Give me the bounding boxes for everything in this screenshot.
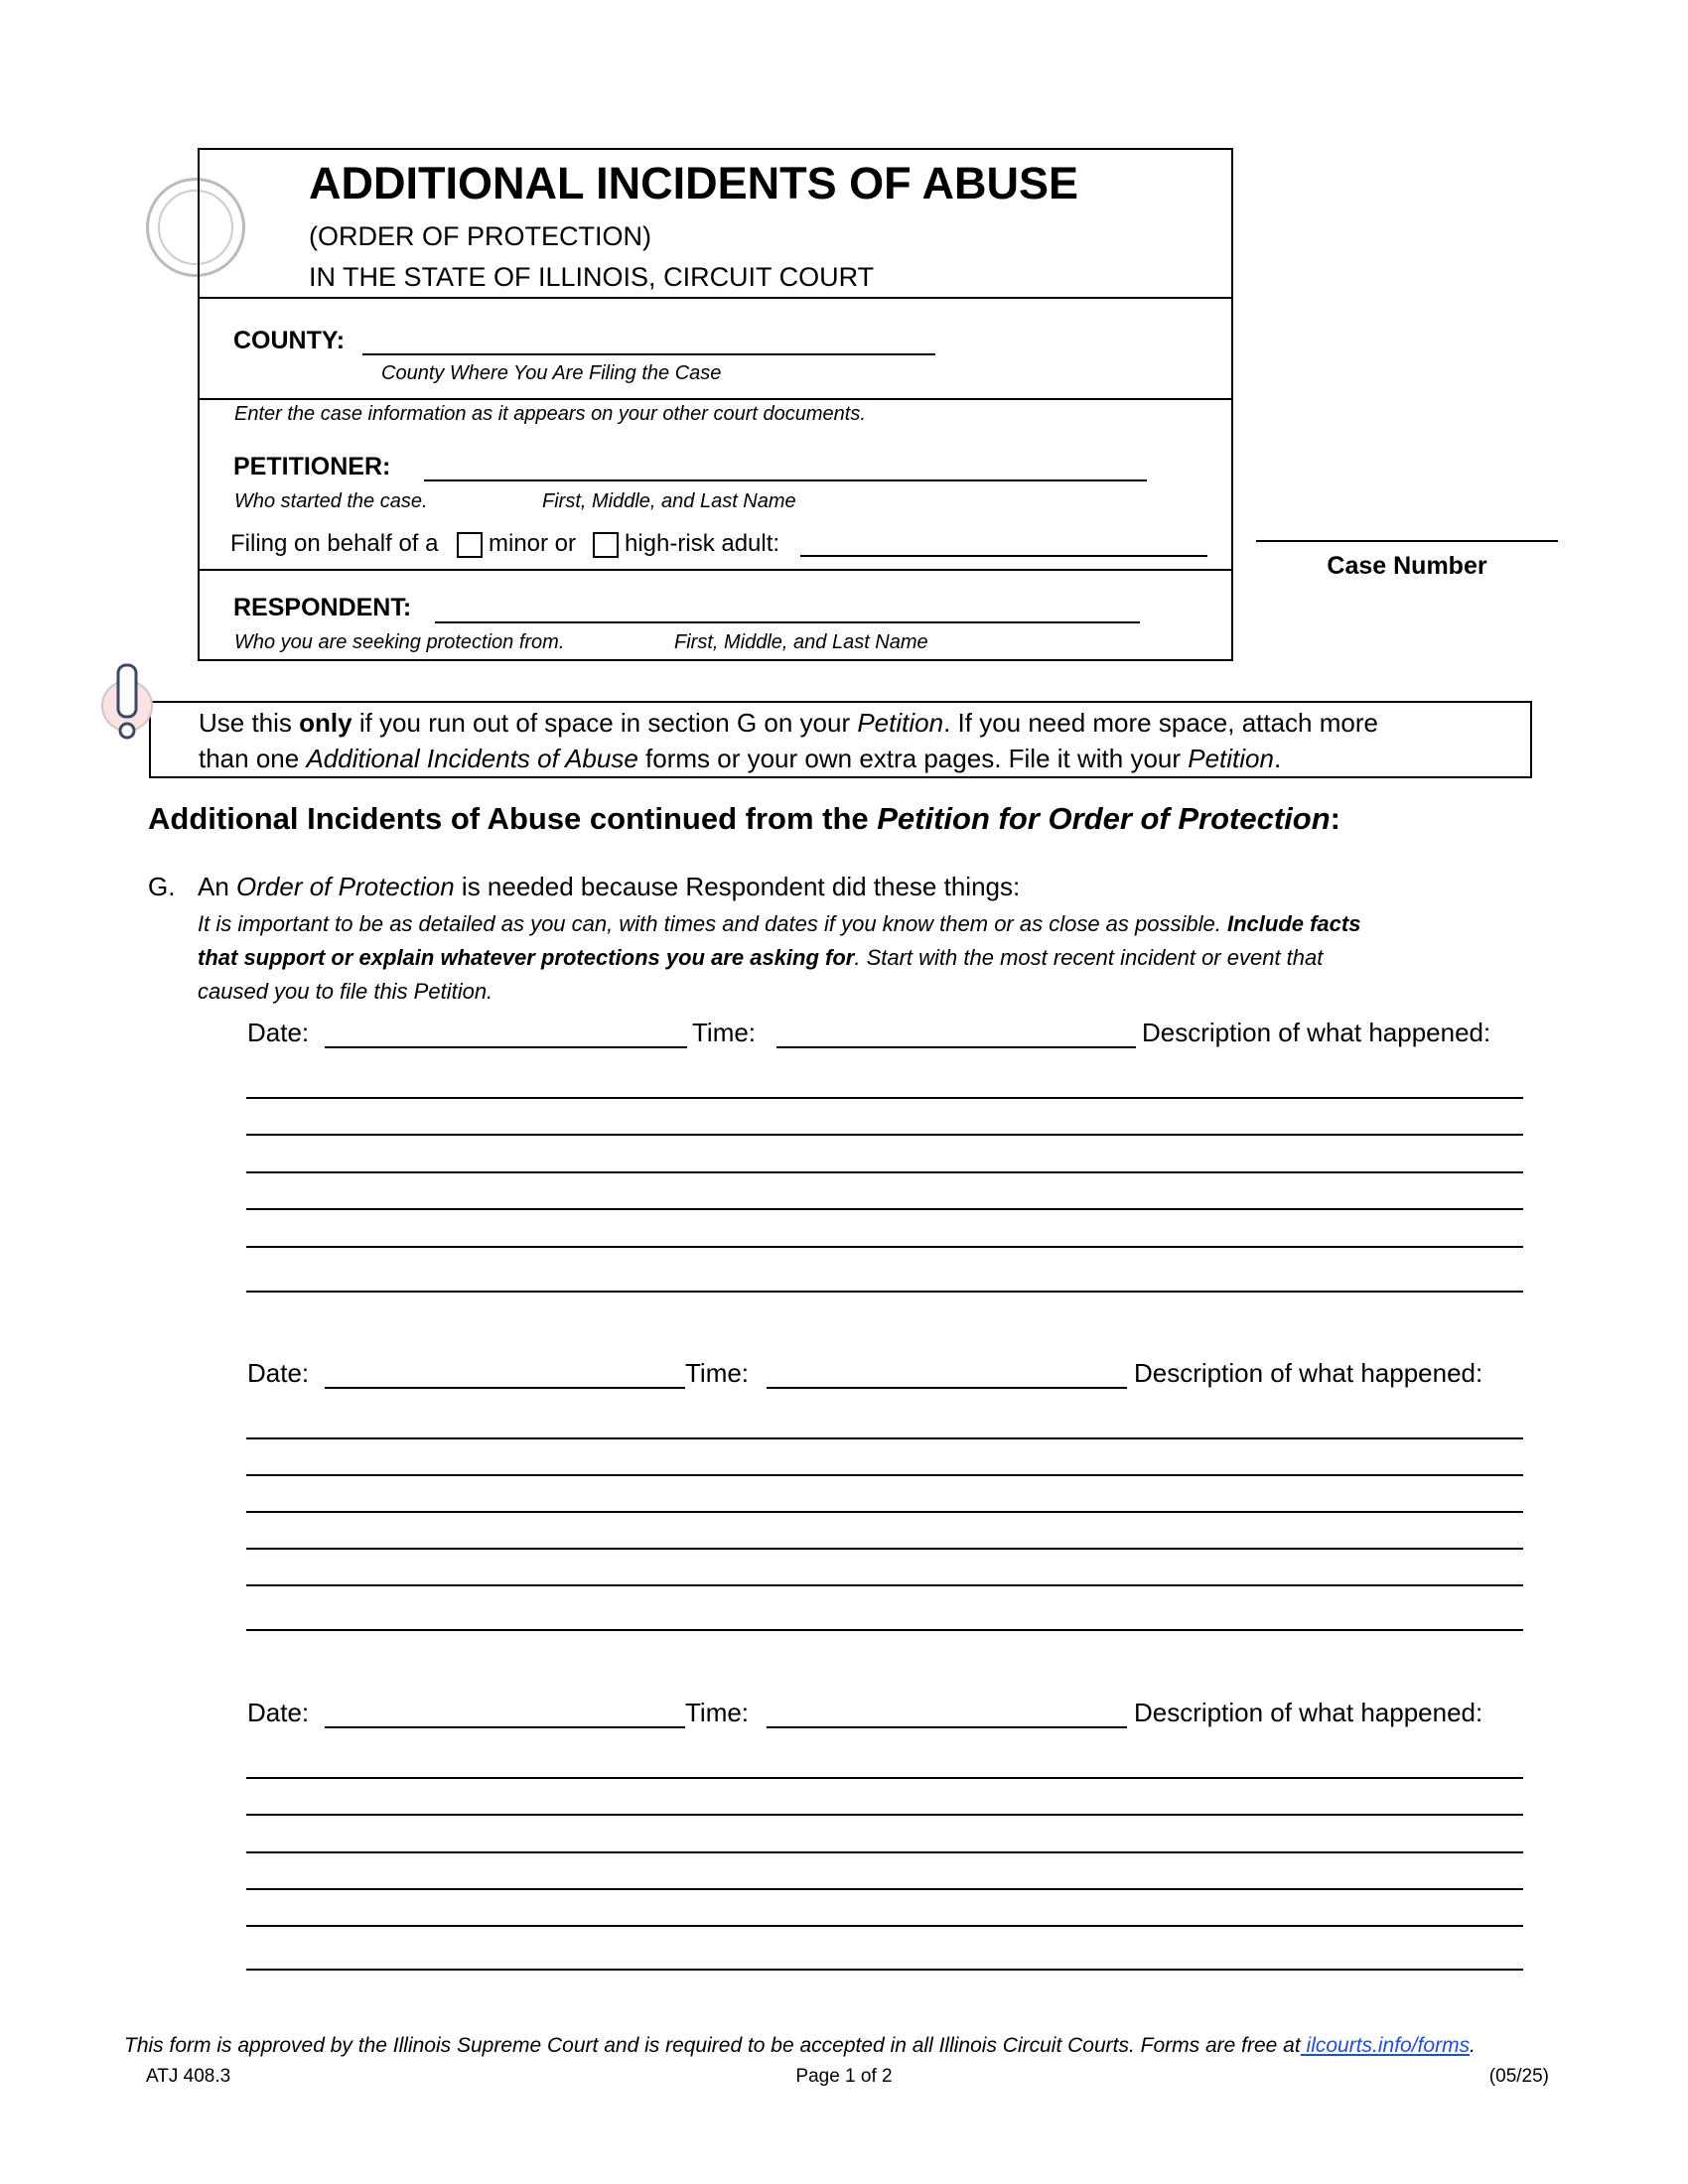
minor-checkbox[interactable] xyxy=(457,532,483,558)
incident-3-time-label: Time: xyxy=(685,1698,750,1727)
incident-3-description-line[interactable] xyxy=(246,1814,1523,1816)
incident-3-date-label: Date: xyxy=(247,1698,310,1727)
petitioner-caption-name: First, Middle, and Last Name xyxy=(542,490,796,512)
minor-label: minor or xyxy=(489,530,577,557)
incident-1-time-field[interactable] xyxy=(776,1046,1136,1048)
section-letter: G. xyxy=(148,872,176,901)
incident-1-date-field[interactable] xyxy=(325,1046,687,1048)
high-risk-adult-checkbox[interactable] xyxy=(593,532,619,558)
case-number-field[interactable] xyxy=(1256,540,1558,542)
incident-3-date-field[interactable] xyxy=(325,1726,685,1728)
county-label: COUNTY: xyxy=(233,327,346,354)
incident-2-date-label: Date: xyxy=(247,1358,310,1388)
incident-2-description-line[interactable] xyxy=(246,1474,1523,1476)
incident-1-description-line[interactable] xyxy=(246,1291,1523,1293)
case-info-note: Enter the case information as it appears on your other court documents. xyxy=(234,403,866,425)
section-g-statement: An Order of Protection is needed because Respondent did these things: xyxy=(198,872,1021,901)
incident-1-description-label: Description of what happened: xyxy=(1142,1018,1491,1047)
incident-1-description-line[interactable] xyxy=(246,1097,1523,1099)
petitioner-caption-who: Who started the case. xyxy=(234,490,428,512)
behalf-label: Filing on behalf of a xyxy=(230,530,439,557)
high-risk-adult-label: high-risk adult: xyxy=(625,530,780,557)
county-caption: County Where You Are Filing the Case xyxy=(381,362,722,384)
high-risk-adult-name-field[interactable] xyxy=(800,555,1207,557)
incident-1-time-label: Time: xyxy=(692,1018,757,1047)
incident-2-description-line[interactable] xyxy=(246,1548,1523,1550)
incident-3-time-field[interactable] xyxy=(767,1726,1127,1728)
petitioner-label: PETITIONER: xyxy=(233,453,391,480)
incident-2-description-label: Description of what happened: xyxy=(1134,1358,1483,1388)
case-number-label: Case Number xyxy=(1327,552,1487,580)
incident-1-date-label: Date: xyxy=(247,1018,310,1047)
divider xyxy=(200,569,1231,571)
exclamation-icon xyxy=(99,663,155,749)
form-title: ADDITIONAL INCIDENTS OF ABUSE xyxy=(309,158,1079,208)
respondent-caption-name: First, Middle, and Last Name xyxy=(674,631,928,653)
county-field[interactable] xyxy=(362,353,935,355)
incident-3-description-line[interactable] xyxy=(246,1888,1523,1890)
notice-text: Use this only if you run out of space in section G on your Petition. If you need more space, attach more than one Additional Incidents of Abuse forms or your own extra pages. File it with your Petition. xyxy=(199,708,1378,773)
incident-3-description-line[interactable] xyxy=(246,1777,1523,1779)
footer-approval: This form is approved by the Illinois Supreme Court and is required to be accepted in all Illinois Circuit Courts. Forms are free at ilcourts.info/forms. xyxy=(124,2034,1476,2057)
incident-3-description-line[interactable] xyxy=(246,1851,1523,1853)
forms-link[interactable]: ilcourts.info/forms xyxy=(1300,2034,1471,2057)
incident-3-description-line[interactable] xyxy=(246,1925,1523,1927)
incident-2-time-field[interactable] xyxy=(767,1387,1127,1389)
form-version: (05/25) xyxy=(1488,2066,1549,2087)
form-subtitle: (ORDER OF PROTECTION) xyxy=(309,221,651,251)
form-id: ATJ 408.3 xyxy=(146,2066,231,2087)
incident-3-description-line[interactable] xyxy=(246,1969,1523,1971)
section-g-instructions: It is important to be as detailed as you can, with times and dates if you know them or as close as possible. Include facts that support or explain whatever protections you are asking for. Start with the most recent incident or event that caused you to file this Petition. xyxy=(198,911,1361,1004)
page-number: Page 1 of 2 xyxy=(795,2066,893,2087)
incident-2-description-line[interactable] xyxy=(246,1511,1523,1513)
respondent-caption-who: Who you are seeking protection from. xyxy=(234,631,565,653)
incident-1-description-line[interactable] xyxy=(246,1246,1523,1248)
incident-1-description-line[interactable] xyxy=(246,1134,1523,1136)
incident-2-time-label: Time: xyxy=(685,1358,750,1388)
incident-1-description-line[interactable] xyxy=(246,1171,1523,1173)
petitioner-name-field[interactable] xyxy=(424,479,1147,481)
incident-2-date-field[interactable] xyxy=(325,1387,685,1389)
incident-2-description-line[interactable] xyxy=(246,1437,1523,1439)
respondent-label: RESPONDENT: xyxy=(233,594,412,621)
divider xyxy=(200,297,1231,299)
respondent-name-field[interactable] xyxy=(435,621,1140,623)
incident-3-description-label: Description of what happened: xyxy=(1134,1698,1483,1727)
incident-2-description-line[interactable] xyxy=(246,1584,1523,1586)
court-name: IN THE STATE OF ILLINOIS, CIRCUIT COURT xyxy=(309,262,875,292)
divider xyxy=(200,398,1231,400)
incident-1-description-line[interactable] xyxy=(246,1208,1523,1210)
incident-2-description-line[interactable] xyxy=(246,1629,1523,1631)
section-heading: Additional Incidents of Abuse continued from the Petition for Order of Protection: xyxy=(148,801,1340,836)
